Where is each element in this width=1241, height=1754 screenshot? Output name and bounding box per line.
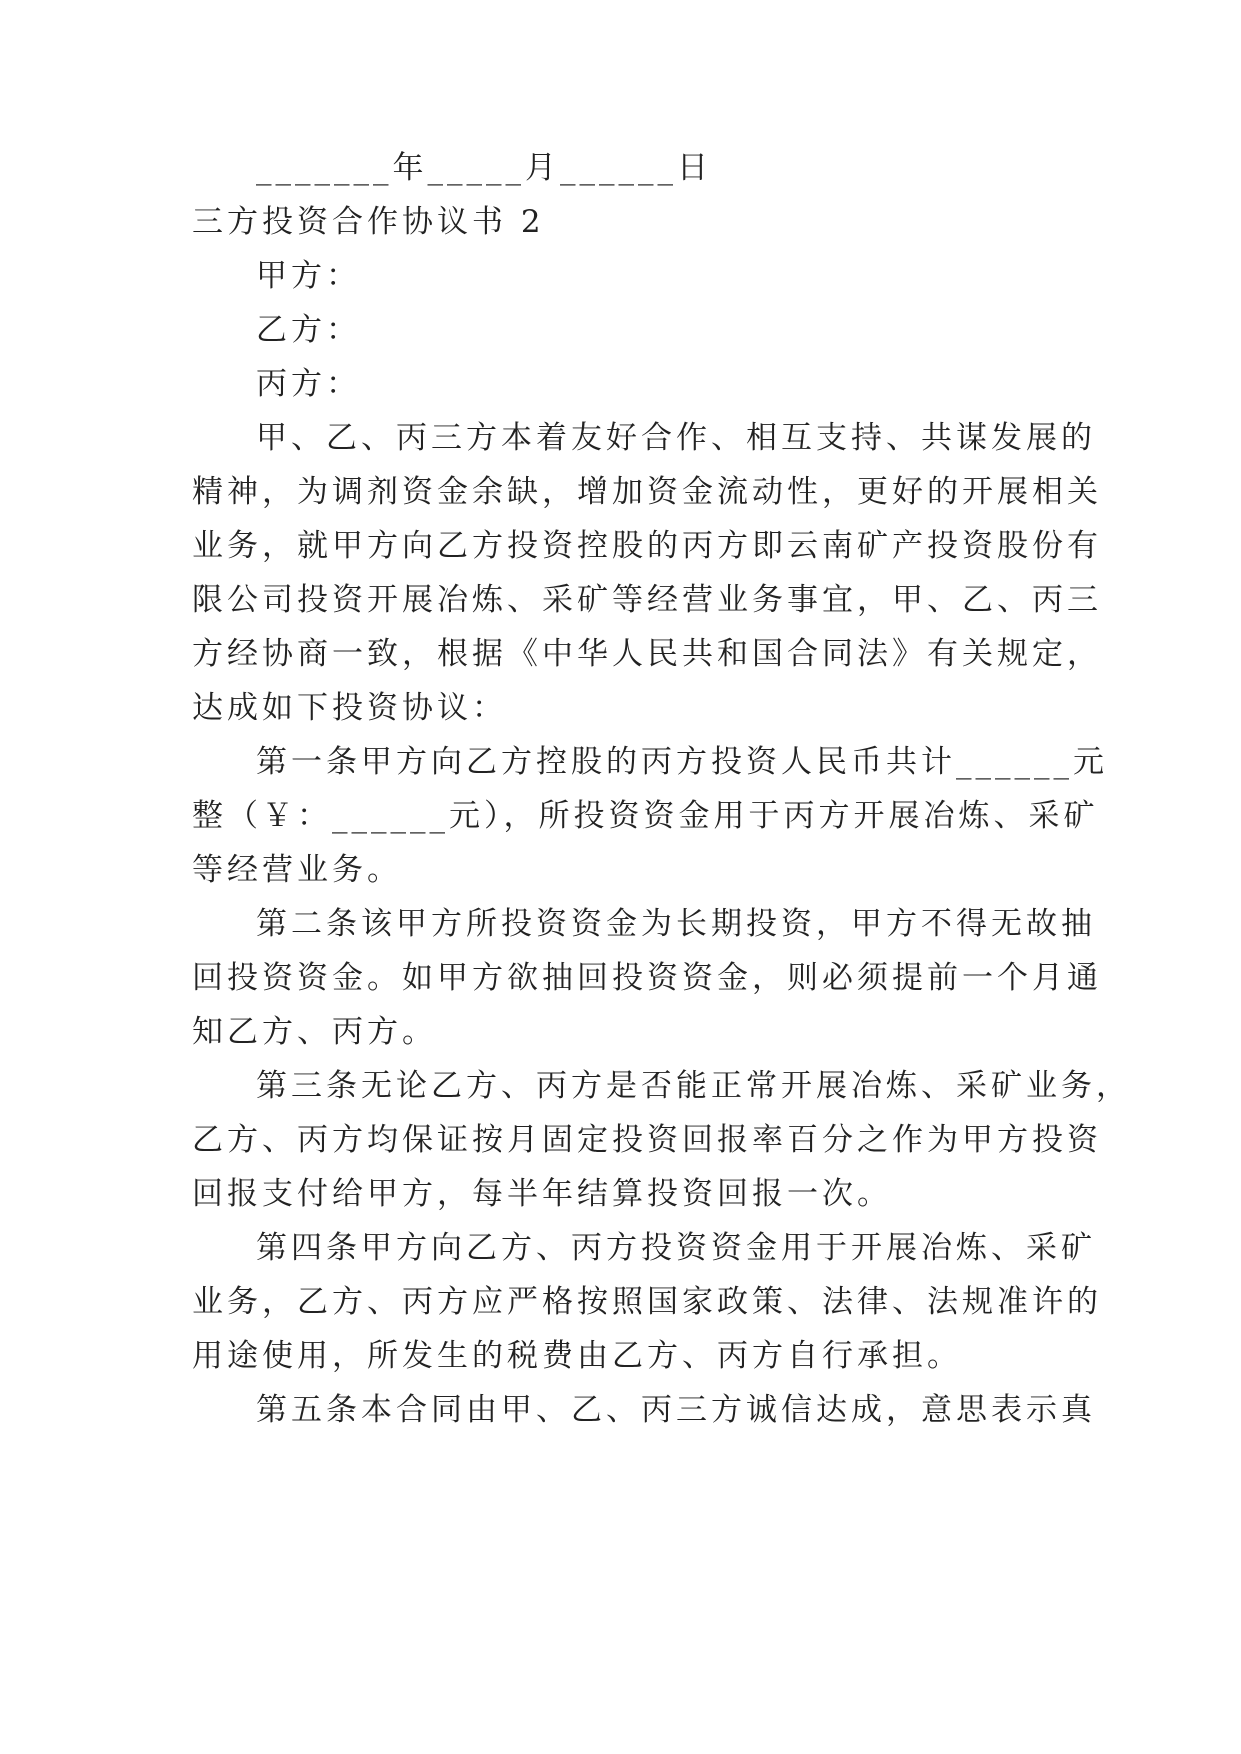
preamble-line: 达成如下投资协议： xyxy=(192,690,507,726)
article-2-line: 回投资资金。如甲方欲抽回投资资金，则必须提前一个月通 xyxy=(192,960,1102,996)
preamble-line: 限公司投资开展冶炼、采矿等经营业务事宜，甲、乙、丙三 xyxy=(192,582,1102,618)
article-2-line: 知乙方、丙方。 xyxy=(192,1014,437,1050)
preamble-line: 甲、乙、丙三方本着友好合作、相互支持、共谋发展的 xyxy=(256,420,1096,456)
article-5-line: 第五条本合同由甲、乙、丙三方诚信达成，意思表示真 xyxy=(256,1392,1096,1428)
party-b-label: 乙方： xyxy=(256,312,361,348)
article-1-line: 整（￥：______元），所投资资金用于丙方开展冶炼、采矿 xyxy=(192,798,1099,834)
preamble-line: 业务，就甲方向乙方投资控股的丙方即云南矿产投资股份有 xyxy=(192,528,1102,564)
article-4-line: 业务，乙方、丙方应严格按照国家政策、法律、法规准许的 xyxy=(192,1284,1102,1320)
article-3-line: 乙方、丙方均保证按月固定投资回报率百分之作为甲方投资 xyxy=(192,1122,1102,1158)
article-4-line: 用途使用，所发生的税费由乙方、丙方自行承担。 xyxy=(192,1338,962,1374)
article-3-line: 第三条无论乙方、丙方是否能正常开展冶炼、采矿业务， xyxy=(256,1068,1131,1104)
date-line: _______年_____月______日 xyxy=(256,150,712,186)
article-2-line: 第二条该甲方所投资资金为长期投资，甲方不得无故抽 xyxy=(256,906,1096,942)
article-1-line: 等经营业务。 xyxy=(192,852,402,888)
preamble-line: 精神，为调剂资金余缺，增加资金流动性，更好的开展相关 xyxy=(192,474,1102,510)
article-1-line: 第一条甲方向乙方控股的丙方投资人民币共计______元 xyxy=(256,744,1108,780)
party-a-label: 甲方： xyxy=(256,258,361,294)
preamble-line: 方经协商一致，根据《中华人民共和国合同法》有关规定， xyxy=(192,636,1102,672)
article-3-line: 回报支付给甲方，每半年结算投资回报一次。 xyxy=(192,1176,892,1212)
article-4-line: 第四条甲方向乙方、丙方投资资金用于开展冶炼、采矿 xyxy=(256,1230,1096,1266)
party-c-label: 丙方： xyxy=(256,366,361,402)
document-title: 三方投资合作协议书 2 xyxy=(192,204,545,240)
